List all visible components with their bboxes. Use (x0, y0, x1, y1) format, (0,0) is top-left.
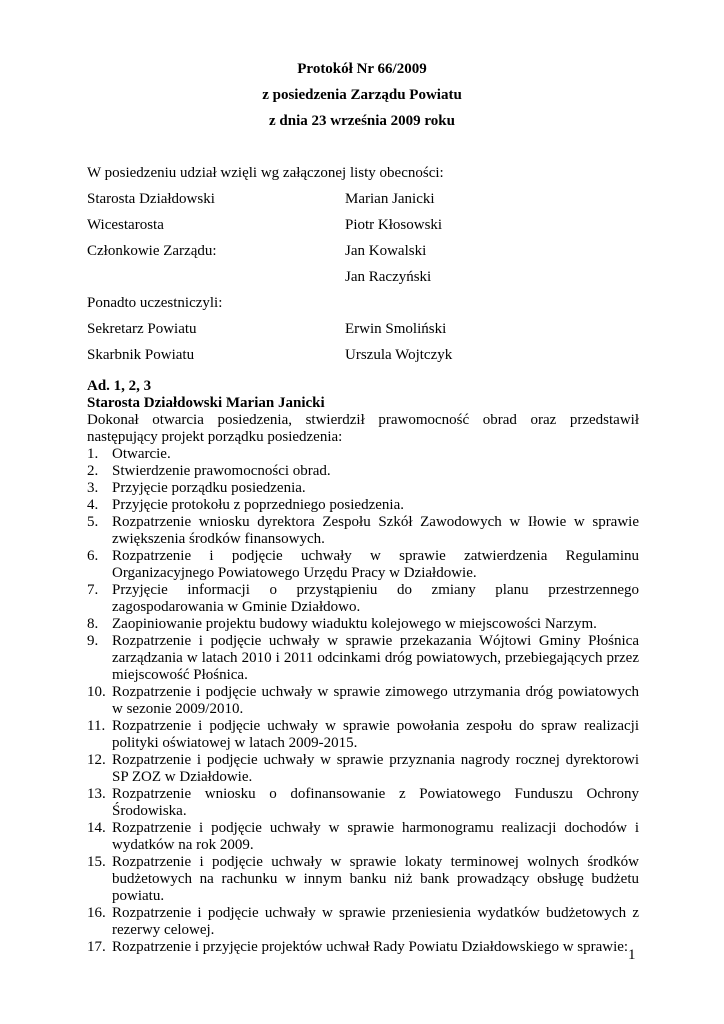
agenda-item-number: 1. (87, 446, 99, 462)
attendance-name: Piotr Kłosowski (345, 217, 443, 233)
section-intro: Dokonał otwarcia posiedzenia, stwierdził prawomocność obrad oraz przedstawił następujący projekt porządku posiedzenia: (87, 412, 639, 445)
agenda-item-text: Otwarcie. (112, 446, 171, 462)
agenda-item (87, 548, 639, 582)
agenda-item (87, 752, 639, 786)
agenda-item-text: Rozpatrzenie i podjęcie uchwały w sprawie harmonogramu realizacji dochodów i wydatków na rok 2009. (112, 820, 639, 853)
attendance-role: Starosta Działdowski (87, 191, 215, 207)
agenda-item-number: 16. (87, 905, 106, 921)
agenda-item-number: 14. (87, 820, 106, 836)
attendance-role: Skarbnik Powiatu (87, 347, 195, 363)
agenda-item-number: 10. (87, 684, 106, 700)
attendance-role: Członkowie Zarządu: (87, 243, 217, 259)
agenda-item-number: 8. (87, 616, 99, 632)
agenda-item-number: 13. (87, 786, 106, 802)
page-number: 1 (628, 947, 636, 963)
agenda-item-text: Rozpatrzenie i podjęcie uchwały w sprawie zimowego utrzymania dróg powiatowych w sezonie 2009/2010. (112, 684, 639, 717)
agenda-item-number: 2. (87, 463, 99, 479)
agenda-item-number: 11. (87, 718, 106, 734)
agenda-item-number: 17. (87, 939, 106, 955)
agenda-item-text: Przyjęcie informacji o przystąpieniu do zmiany planu przestrzennego zagospodarowania w Gminie Działdowo. (112, 582, 639, 615)
agenda-item-text: Rozpatrzenie i podjęcie uchwały w sprawie przeniesienia wydatków budżetowych z rezerwy celowej. (112, 905, 639, 938)
agenda-section (87, 378, 639, 956)
agenda-item-number: 9. (87, 633, 99, 649)
agenda-item (87, 446, 639, 463)
agenda-item (87, 616, 639, 633)
agenda-item-text: Rozpatrzenie i przyjęcie projektów uchwał Rady Powiatu Działdowskiego w sprawie: (112, 939, 629, 955)
agenda-item-text: Rozpatrzenie i podjęcie uchwały w sprawie zatwierdzenia Regulaminu Organizacyjnego Powiatowego Urzędu Pracy w Działdowie. (112, 548, 639, 581)
protocol-title: Protokół Nr 66/2009 (297, 61, 427, 77)
agenda-item-number: 15. (87, 854, 106, 870)
agenda-item-number: 6. (87, 548, 99, 564)
attendance-role: Wicestarosta (87, 217, 164, 233)
agenda-item (87, 684, 639, 718)
agenda-item-text: Zaopiniowanie projektu budowy wiaduktu kolejowego w miejscowości Narzym. (112, 616, 597, 632)
attendance-name: Urszula Wojtczyk (345, 347, 453, 363)
agenda-item-text: Przyjęcie porządku posiedzenia. (112, 480, 306, 496)
agenda-item-text: Rozpatrzenie wniosku dyrektora Zespołu Szkół Zawodowych w Iłowie w sprawie zwiększenia środków finansowych. (112, 514, 639, 547)
agenda-item (87, 582, 639, 616)
agenda-item-number: 5. (87, 514, 99, 530)
agenda-item-text: Stwierdzenie prawomocności obrad. (112, 463, 331, 479)
protocol-subtitle: z posiedzenia Zarządu Powiatu (262, 87, 462, 103)
agenda-item-text: Rozpatrzenie i podjęcie uchwały w sprawie przyznania nagrody rocznej dyrektorowi SP ZOZ w Działdowie. (112, 752, 639, 785)
agenda-item-number: 7. (87, 582, 99, 598)
attendance-name: Erwin Smoliński (345, 321, 447, 337)
agenda-item (87, 480, 639, 497)
agenda-item-number: 3. (87, 480, 99, 496)
attendance-name: Jan Raczyński (345, 269, 432, 285)
agenda-item (87, 633, 639, 684)
protocol-date: z dnia 23 września 2009 roku (269, 113, 455, 129)
agenda-item-number: 4. (87, 497, 99, 513)
agenda-item (87, 718, 639, 752)
others-label: Ponadto uczestniczyli: (87, 295, 223, 311)
agenda-item-number: 12. (87, 752, 106, 768)
agenda-item (87, 905, 639, 939)
attendance-intro: W posiedzeniu udział wzięli wg załączonej listy obecności: (87, 165, 444, 181)
agenda-item (87, 463, 639, 480)
attendance-name: Marian Janicki (345, 191, 435, 207)
attendance-name: Jan Kowalski (345, 243, 427, 259)
agenda-list (87, 446, 639, 956)
agenda-item (87, 939, 639, 956)
agenda-item-text: Rozpatrzenie wniosku o dofinansowanie z Powiatowego Funduszu Ochrony Środowiska. (112, 786, 639, 819)
agenda-item-text: Rozpatrzenie i podjęcie uchwały w sprawie powołania zespołu do spraw realizacji polityki oświatowej w latach 2009-2015. (112, 718, 639, 751)
attendance-role: Sekretarz Powiatu (87, 321, 197, 337)
agenda-item (87, 820, 639, 854)
section-speaker: Starosta Działdowski Marian Janicki (87, 395, 325, 411)
agenda-item (87, 854, 639, 905)
agenda-item-text: Rozpatrzenie i podjęcie uchwały w sprawie lokaty terminowej wolnych środków budżetowych na rachunku w innym banku niż bank prowadzący obsługę budżetu powiatu. (112, 854, 639, 904)
agenda-item (87, 786, 639, 820)
agenda-item (87, 497, 639, 514)
agenda-item (87, 514, 639, 548)
agenda-item-text: Przyjęcie protokołu z poprzedniego posiedzenia. (112, 497, 404, 513)
section-heading: Ad. 1, 2, 3 (87, 378, 152, 394)
agenda-item-text: Rozpatrzenie i podjęcie uchwały w sprawie przekazania Wójtowi Gminy Płośnica zarządzania w latach 2010 i 2011 odcinkami dróg powiatowych, przebiegających przez miejscowość Płośnica. (112, 633, 639, 683)
